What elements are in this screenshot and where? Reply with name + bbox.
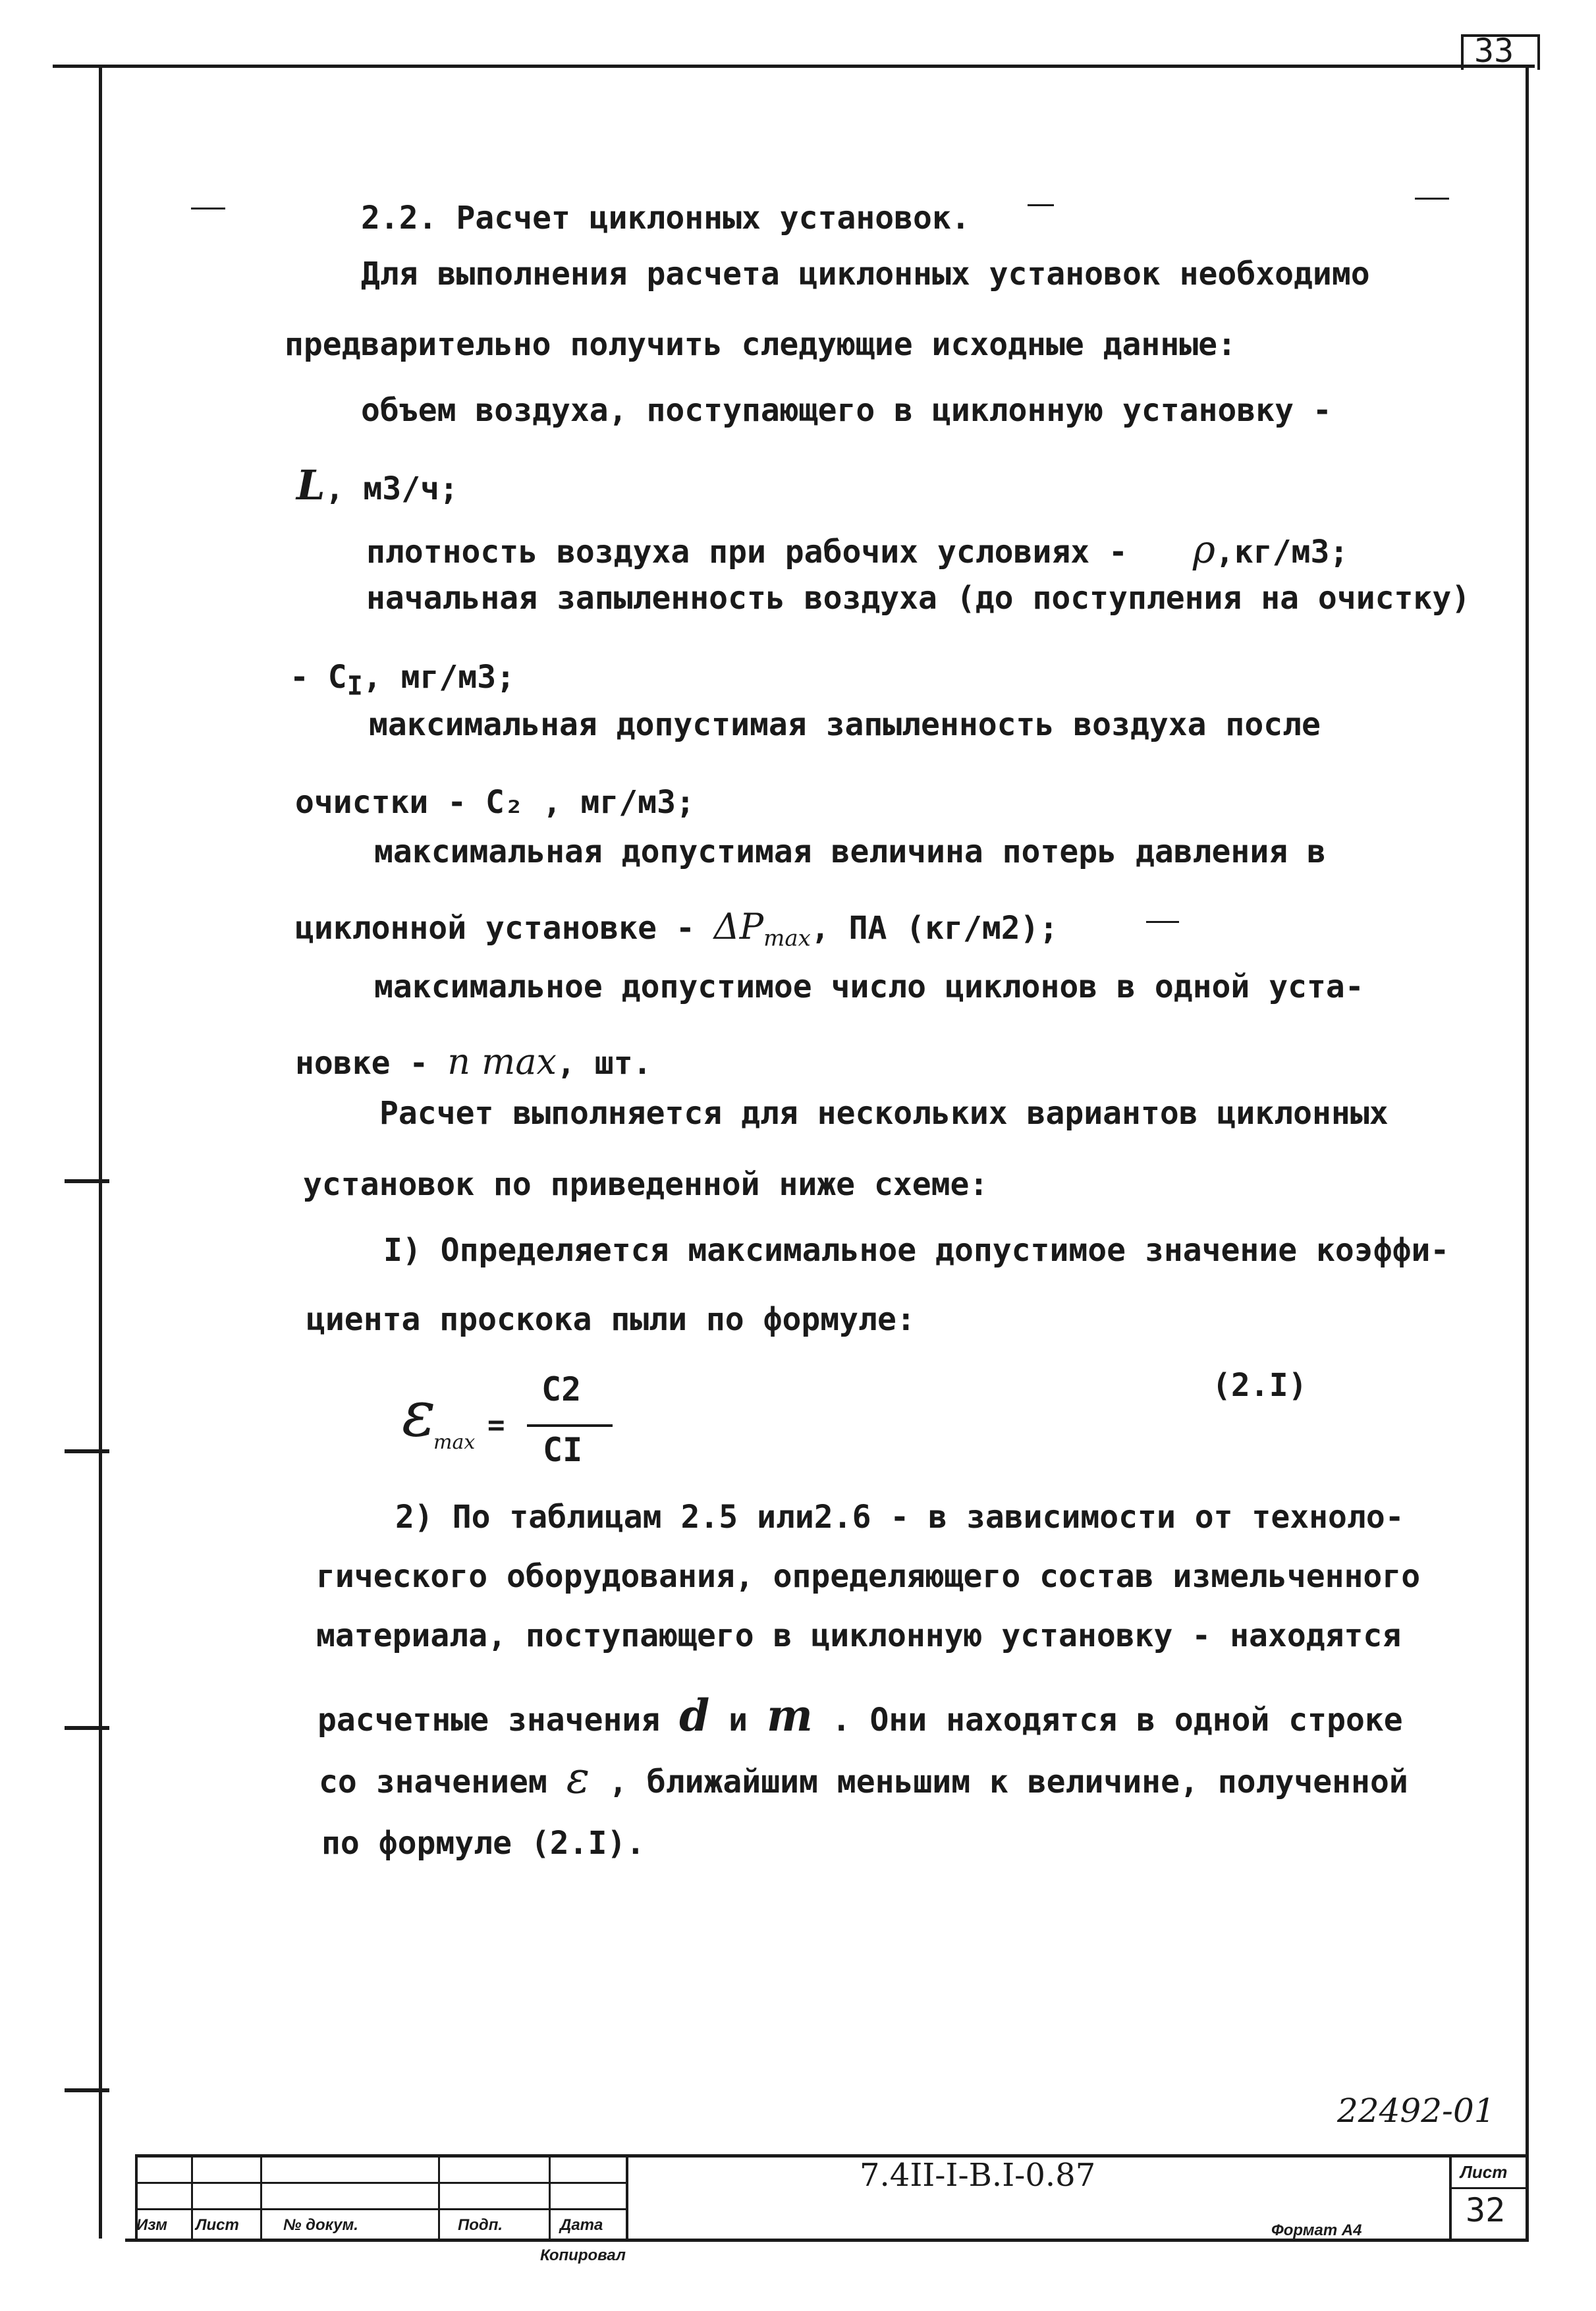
section-heading: 2.2. Расчет циклонных установок.: [361, 200, 970, 237]
top-frame-line: [53, 65, 1535, 68]
paragraph-line: циента проскока пыли по формуле:: [306, 1301, 916, 1338]
count-unit: , шт.: [557, 1045, 652, 1082]
stamp-label-doc: № докум.: [283, 2216, 358, 2234]
stamp-label-date: Дата: [560, 2216, 603, 2234]
document-code: 7.4II-I-B.I-0.87: [860, 2157, 1096, 2194]
step2-line4-suffix: . Они находятся в одной строке: [831, 1702, 1403, 1739]
margin-tick: [65, 1449, 109, 1453]
symbol-delta-p: ΔP: [713, 906, 764, 947]
formula-denominator: CI: [543, 1431, 583, 1469]
sheet-label: Лист: [1460, 2162, 1508, 2182]
symbol-n-max: n max: [447, 1041, 557, 1082]
step2-line5-suffix: , ближайшим меньшим к величине, полученной: [609, 1764, 1408, 1800]
symbol-m: m: [766, 1690, 813, 1741]
sheet-number: 32: [1466, 2191, 1506, 2229]
right-frame-line: [1526, 65, 1529, 2239]
pressure-unit: , ПА (кг/м2);: [810, 910, 1059, 947]
paragraph-line: 2) По таблицам 2.5 или2.6 - в зависимости от техноло-: [395, 1499, 1404, 1536]
symbol-d: d: [679, 1690, 710, 1741]
margin-tick: [65, 2088, 109, 2092]
formula-equals: =: [487, 1408, 505, 1442]
margin-dash: [1146, 921, 1179, 923]
format-label: Формат А4: [1271, 2221, 1362, 2239]
inventory-number: 22492-01: [1337, 2092, 1495, 2130]
pressure-subscript: max: [763, 925, 811, 952]
margin-dash: [191, 208, 225, 209]
paragraph-line: гического оборудования, определяющего состав измельченного: [316, 1558, 1421, 1595]
symbol-rho: ρ: [1192, 527, 1215, 572]
left-frame-line: [99, 65, 102, 2239]
copied-label: Копировал: [540, 2246, 626, 2264]
list-item-line: начальная запыленность воздуха (до поступления на очистку): [366, 580, 1471, 617]
paragraph-line: [319, 1752, 1408, 1803]
step2-line5-prefix: со значением: [319, 1764, 547, 1800]
list-item-line: максимальное допустимое число циклонов в одной уста-: [374, 968, 1364, 1005]
step2-line4-prefix: расчетные значения: [317, 1702, 661, 1739]
margin-tick: [65, 1179, 109, 1183]
margin-tick: [65, 1726, 109, 1730]
list-item-line: [295, 906, 1059, 952]
list-item-line: [366, 527, 1348, 572]
list-item-line: [295, 1041, 652, 1082]
symbol-l: L: [296, 461, 325, 509]
paragraph-line: по формуле (2.I).: [321, 1825, 646, 1862]
paragraph-line: материала, поступающего в циклонную установку - находятся: [316, 1617, 1402, 1654]
paragraph-line: Расчет выполняется для нескольких вариантов циклонных: [379, 1095, 1389, 1132]
pressure-prefix: циклонной установке -: [295, 910, 695, 947]
symbol-epsilon: ε: [566, 1752, 590, 1803]
list-item-line: максимальная допустимая величина потерь давления в: [374, 833, 1326, 870]
formula-epsilon-subscript: max: [433, 1431, 476, 1454]
density-text: плотность воздуха при рабочих условиях -: [366, 534, 1128, 571]
paragraph-line: предварительно получить следующие исходные данные:: [285, 326, 1236, 363]
page-number-top: 33: [1474, 32, 1514, 70]
c1-prefix: - C: [290, 659, 347, 696]
stamp-label-izm: Изм: [136, 2216, 167, 2234]
paragraph-line: установок по приведенной ниже схеме:: [303, 1166, 989, 1203]
paragraph-line: I) Определяется максимальное допустимое значение коэффи-: [383, 1232, 1450, 1269]
paragraph-line: [317, 1690, 1403, 1741]
count-prefix: новке -: [295, 1045, 429, 1082]
formula-number: (2.I): [1212, 1367, 1307, 1404]
list-item-line: очистки - C₂ , мг/м3;: [295, 784, 695, 821]
stamp-label-sign: Подп.: [458, 2216, 503, 2234]
margin-dash: [1028, 204, 1054, 206]
formula-numerator: C2: [541, 1370, 582, 1408]
paragraph-line: Для выполнения расчета циклонных установок необходимо: [361, 256, 1370, 292]
list-item-line: объем воздуха, поступающего в циклонную установку -: [361, 392, 1332, 429]
unit-text: , м3/ч;: [325, 470, 458, 507]
density-unit: ,кг/м3;: [1215, 534, 1349, 571]
c1-subscript: I: [346, 671, 363, 702]
fraction-bar: [527, 1424, 613, 1427]
list-item-line: [296, 461, 458, 509]
step2-and: и: [729, 1702, 748, 1739]
list-item-line: [290, 659, 515, 702]
list-item-line: максимальная допустимая запыленность воздуха после: [369, 706, 1321, 743]
c1-suffix: , мг/м3;: [362, 659, 515, 696]
stamp-label-list: Лист: [196, 2216, 239, 2234]
margin-dash: [1415, 198, 1449, 200]
formula-epsilon: ε: [402, 1377, 436, 1451]
